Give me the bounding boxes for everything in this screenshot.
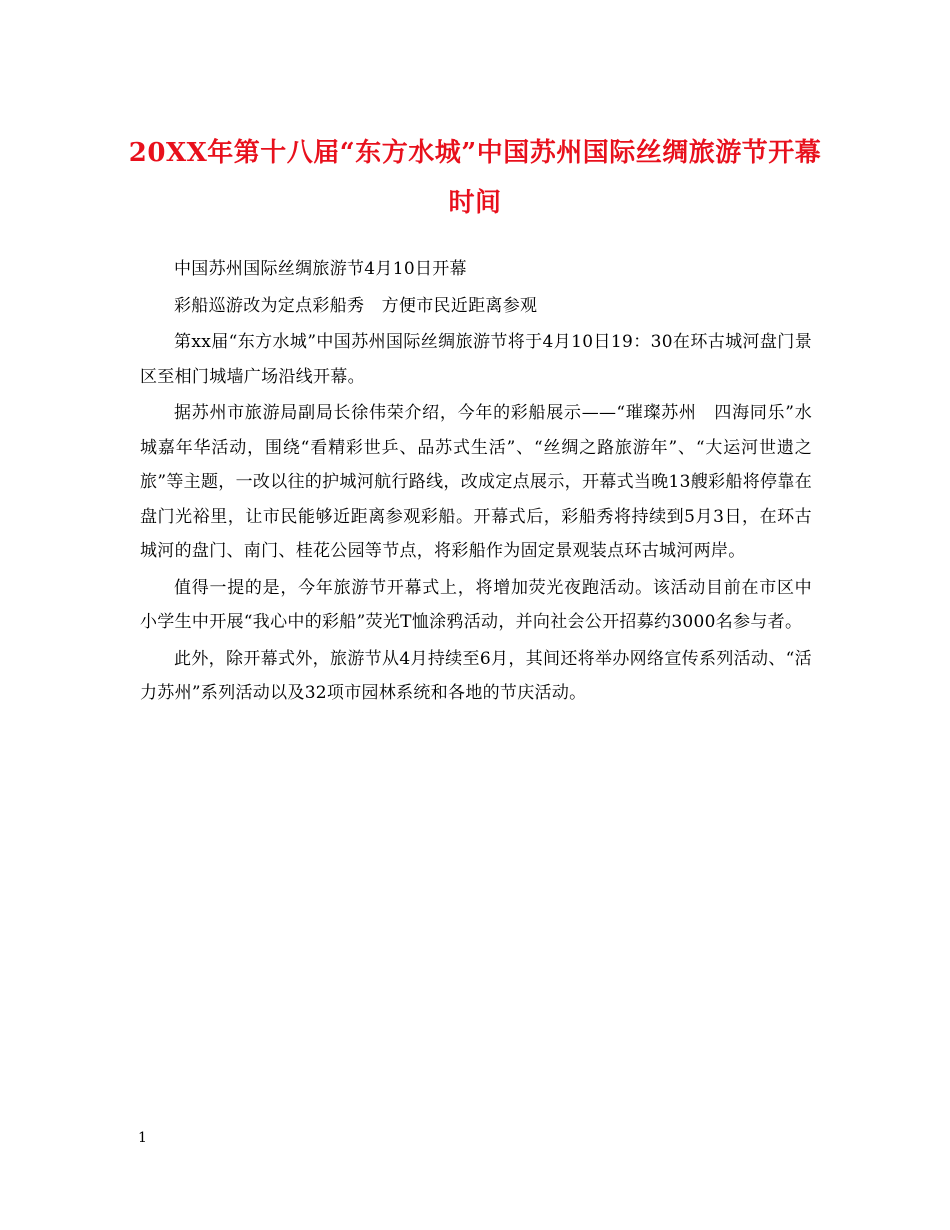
paragraph-boat-show: 据苏州市旅游局副局长徐伟荣介绍，今年的彩船展示——“璀璨苏州 四海同乐”水城嘉年华活动，围绕“看精彩世乒、品苏式生活”、“丝绸之路旅游年”、“大运河世遗之旅”等主题，一改以往的护城河航行路线，改成定点展示，开幕式当晚13艘彩船将停靠在盘门光裕里，让市民能够近距离参观彩船。开幕式后，彩船秀将持续到5月3日，在环古城河的盘门、南门、桂花公园等节点，将彩船作为固定景观装点环古城河两岸。	[140, 403, 812, 561]
paragraph-headline: 中国苏州国际丝绸旅游节4月10日开幕	[174, 259, 467, 279]
paragraph-other-events: 此外，除开幕式外，旅游节从4月持续至6月，其间还将举办网络宣传系列活动、“活力苏州”系列活动以及32项市园林系统和各地的节庆活动。	[140, 648, 812, 703]
paragraph-subheadline: 彩船巡游改为定点彩船秀 方便市民近距离参观	[174, 295, 538, 316]
paragraph-night-run: 值得一提的是，今年旅游节开幕式上，将增加荧光夜跑活动。该活动目前在市区中小学生中开展“我心中的彩船”荧光T恤涂鸦活动，并向社会公开招募约3000名参与者。	[140, 577, 812, 632]
document-body	[140, 252, 812, 713]
page-number: 1	[138, 1130, 147, 1146]
document-title: 20XX年第十八届“东方水城”中国苏州国际丝绸旅游节开幕时间	[128, 138, 822, 218]
paragraph-opening-info: 第xx届“东方水城”中国苏州国际丝绸旅游节将于4月10日19：30在环古城河盘门景区至相门城墙广场沿线开幕。	[140, 332, 812, 387]
